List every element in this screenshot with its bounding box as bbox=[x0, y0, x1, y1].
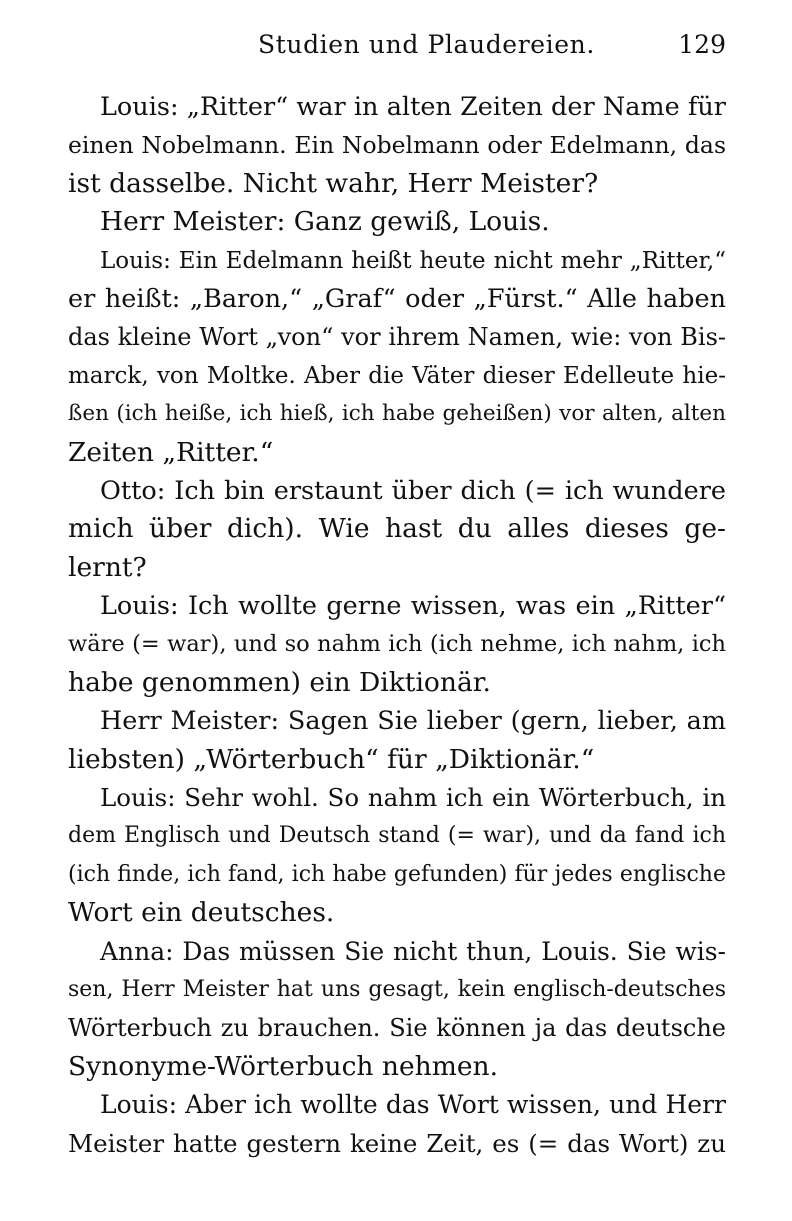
text-line: Zeiten „Ritter.“ bbox=[68, 436, 274, 468]
running-title: Studien und Plaudereien. bbox=[258, 30, 595, 59]
text-line: lernt? bbox=[68, 551, 147, 583]
text-line: das kleine Wort „von“ vor ihrem Namen, wie: von Bis- bbox=[68, 323, 726, 352]
text-line: ist dasselbe. Nicht wahr, Herr Meister? bbox=[68, 167, 599, 199]
text-line: (ich finde, ich fand, ich habe gefunden) für jedes englische bbox=[68, 861, 726, 887]
text-line: mich über dich). Wie hast du alles dieses ge- bbox=[68, 513, 726, 545]
text-line: dem Englisch und Deutsch stand (= war), und da fand ich bbox=[68, 823, 726, 849]
text-line: ßen (ich heiße, ich hieß, ich habe geheißen) vor alten, alten bbox=[68, 401, 726, 427]
page-number: 129 bbox=[678, 30, 726, 59]
text-line: habe genommen) ein Diktionär. bbox=[68, 666, 491, 698]
text-line: wäre (= war), und so nahm ich (ich nehme, ich nahm, ich bbox=[68, 631, 726, 658]
text-line: Herr Meister: Ganz gewiß, Louis. bbox=[100, 206, 550, 238]
text-line: Otto: Ich bin erstaunt über dich (= ich wundere bbox=[100, 475, 726, 506]
text-line: sen, Herr Meister hat uns gesagt, kein englisch-deutsches bbox=[68, 976, 726, 1002]
text-line: liebsten) „Wörterbuch“ für „Diktionär.“ bbox=[68, 743, 595, 775]
text-line: Herr Meister: Sagen Sie lieber (gern, lieber, am bbox=[100, 706, 726, 737]
text-line: Louis: Sehr wohl. So nahm ich ein Wörterbuch, in bbox=[100, 783, 726, 813]
text-line: marck, von Moltke. Aber die Väter dieser Edelleute hie- bbox=[68, 362, 726, 389]
text-line: er heißt: „Baron,“ „Graf“ oder „Fürst.“ Alle haben bbox=[68, 283, 726, 314]
text-line: einen Nobelmann. Ein Nobelmann oder Edelmann, das bbox=[68, 131, 726, 160]
text-line: Louis: Ich wollte gerne wissen, was ein „Ritter“ bbox=[100, 591, 726, 622]
text-line: Wörterbuch zu brauchen. Sie können ja das deutsche bbox=[68, 1014, 726, 1043]
text-line: Synonyme-Wörterbuch nehmen. bbox=[68, 1050, 499, 1082]
text-line: Anna: Das müssen Sie nicht thun, Louis. Sie wis- bbox=[100, 936, 726, 966]
text-line: Louis: Ein Edelmann heißt heute nicht mehr „Ritter,“ bbox=[100, 247, 726, 274]
body-text bbox=[68, 88, 726, 1163]
text-line: Wort ein deutsches. bbox=[68, 897, 335, 929]
text-line: Meister hatte gestern keine Zeit, es (= das Wort) zu bbox=[68, 1128, 726, 1158]
text-line: Louis: Aber ich wollte das Wort wissen, und Herr bbox=[100, 1090, 726, 1120]
text-line: Louis: „Ritter“ war in alten Zeiten der Name für bbox=[100, 92, 726, 122]
